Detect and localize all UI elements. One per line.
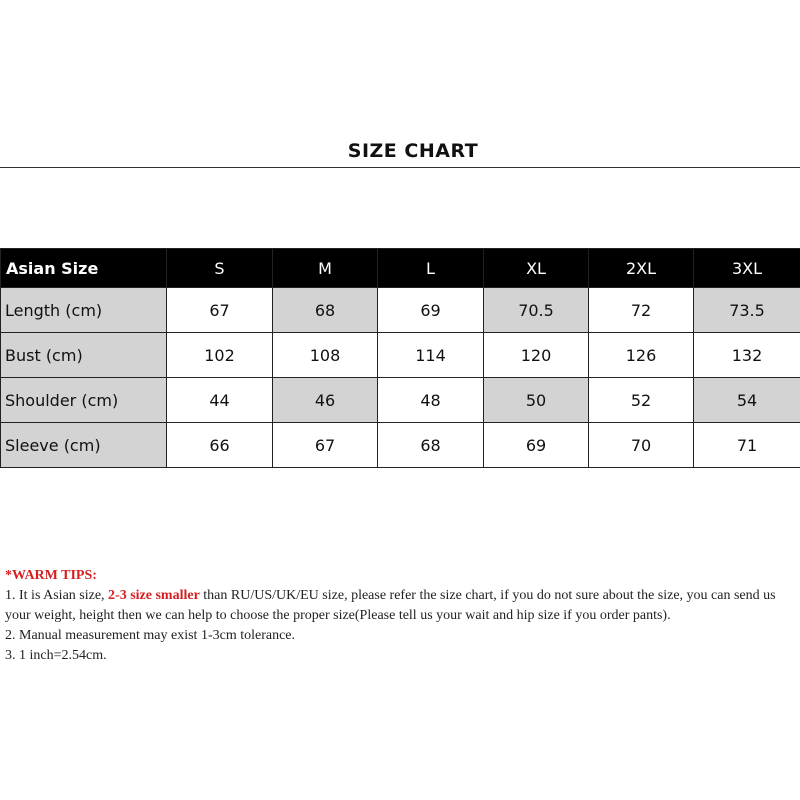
header-size-m: M (273, 249, 378, 288)
table-cell: 46 (273, 378, 378, 423)
warm-tips-title: *WARM TIPS: (5, 568, 97, 583)
row-label: Length (cm) (1, 288, 167, 333)
header-size-s: S (167, 249, 273, 288)
table-cell: 132 (694, 333, 800, 378)
table-header-row (1, 249, 800, 288)
table-cell: 120 (484, 333, 589, 378)
header-asian-size: Asian Size (1, 249, 167, 288)
tip-1-prefix: 1. It is Asian size, (5, 588, 109, 603)
table-cell: 54 (694, 378, 800, 423)
table-cell: 68 (378, 423, 484, 468)
table-row-length (1, 288, 800, 333)
table-cell: 69 (378, 288, 484, 333)
tip-2: 2. Manual measurement may exist 1-3cm tolerance. (5, 628, 296, 643)
row-label: Bust (cm) (1, 333, 167, 378)
title-divider (0, 167, 800, 168)
header-size-l: L (378, 249, 484, 288)
table-cell: 50 (484, 378, 589, 423)
tip-1-highlight: 2-3 size smaller (108, 588, 200, 603)
row-label: Shoulder (cm) (1, 378, 167, 423)
page-title: SIZE CHART (347, 140, 479, 162)
tip-3: 3. 1 inch=2.54cm. (5, 648, 107, 663)
table-cell: 68 (273, 288, 378, 333)
warm-tips (5, 566, 800, 666)
table-cell: 126 (589, 333, 694, 378)
table-cell: 108 (273, 333, 378, 378)
table-cell: 72 (589, 288, 694, 333)
table-cell: 48 (378, 378, 484, 423)
header-size-2xl: 2XL (589, 249, 694, 288)
table-cell: 70.5 (484, 288, 589, 333)
tip-1-suffix: than RU/US/UK/EU size, please refer the size chart, if you do not sure about the size, you can send us your weight, height then we can help to choose the proper size(Please tell us your wait and hip size if you order pants). (5, 588, 776, 623)
header-size-xl: XL (484, 249, 589, 288)
table-cell: 52 (589, 378, 694, 423)
table-cell: 44 (167, 378, 273, 423)
table-cell: 67 (167, 288, 273, 333)
table-row-shoulder (1, 378, 800, 423)
table-cell: 69 (484, 423, 589, 468)
header-size-3xl: 3XL (694, 249, 800, 288)
size-chart-table (0, 248, 800, 468)
table-cell: 67 (273, 423, 378, 468)
table-cell: 66 (167, 423, 273, 468)
row-label: Sleeve (cm) (1, 423, 167, 468)
table-cell: 102 (167, 333, 273, 378)
tip-1 (5, 586, 800, 626)
table-cell: 114 (378, 333, 484, 378)
table-cell: 71 (694, 423, 800, 468)
table-cell: 73.5 (694, 288, 800, 333)
table-row-bust (1, 333, 800, 378)
table-row-sleeve (1, 423, 800, 468)
table-cell: 70 (589, 423, 694, 468)
